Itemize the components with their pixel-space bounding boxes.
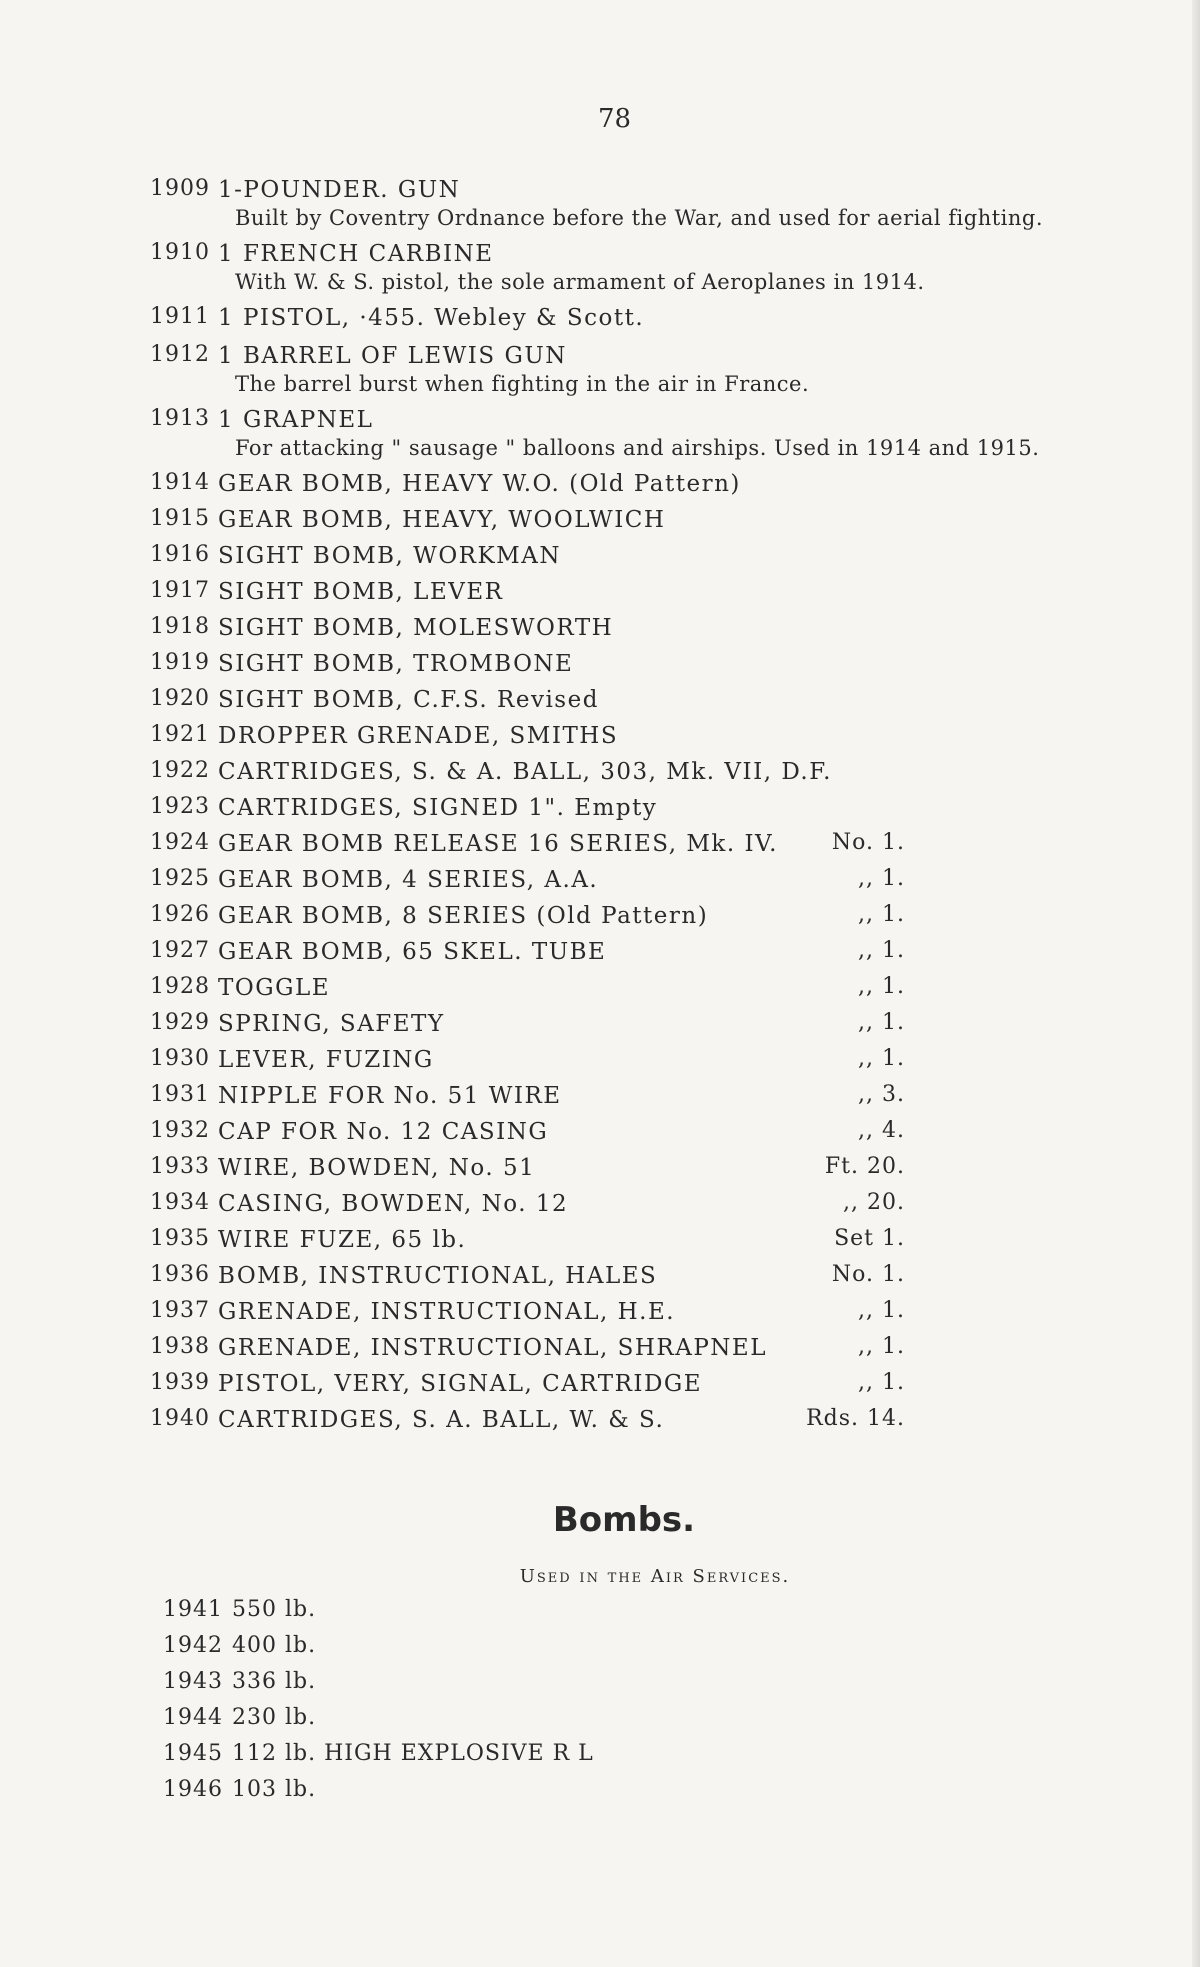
entry-title: BOMB, INSTRUCTIONAL, HALES [218,1263,658,1289]
bomb-item [0,1664,1200,1700]
entry-title: SIGHT BOMB, LEVER [218,579,504,605]
entry-title: 1 GRAPNEL [218,407,374,433]
entry-description: With W. & S. pistol, the sole armament of Aeroplanes in 1914. [235,270,925,294]
catalogue-entry [0,614,1200,643]
entry-quantity: No. 1. [831,1262,905,1287]
entry-number: 1933 [150,1154,210,1179]
entry-quantity: ,, 1. [858,1298,905,1323]
entry-title: GRENADE, INSTRUCTIONAL, SHRAPNEL [218,1335,767,1361]
entry-title: CAP FOR No. 12 CASING [218,1119,549,1145]
entry-number: 1930 [150,1046,210,1071]
entry-quantity: ,, 1. [858,974,905,999]
entry-quantity: ,, 1. [858,1370,905,1395]
entry-number: 1919 [150,650,210,675]
bomb-item [0,1736,1200,1772]
catalogue-entry [0,578,1200,607]
entry-title: LEVER, FUZING [218,1047,434,1073]
entry-number: 1931 [150,1082,210,1107]
catalogue-entry [0,1082,1200,1111]
entry-quantity: ,, 1. [858,1010,905,1035]
catalogue-entry [0,506,1200,535]
bomb-number: 1946 [163,1777,223,1802]
entry-quantity: ,, 20. [843,1190,905,1215]
entry-quantity: Set 1. [834,1226,905,1251]
entry-title: CARTRIDGES, S. A. BALL, W. & S. [218,1407,665,1433]
entry-quantity: ,, 4. [858,1118,905,1143]
catalogue-entry [0,342,1200,397]
catalogue-entry [0,240,1200,295]
entry-title: GEAR BOMB, 65 SKEL. TUBE [218,939,607,965]
bomb-item [0,1772,1200,1808]
bomb-weight: 112 lb. HIGH EXPLOSIVE R L [232,1741,594,1766]
catalogue-entry [0,722,1200,751]
entry-title: SIGHT BOMB, MOLESWORTH [218,615,614,641]
entry-number: 1920 [150,686,210,711]
entry-number: 1928 [150,974,210,999]
entry-quantity: ,, 1. [858,1046,905,1071]
entry-title: NIPPLE FOR No. 51 WIRE [218,1083,562,1109]
entry-title: WIRE, BOWDEN, No. 51 [218,1155,536,1181]
entry-title: 1 FRENCH CARBINE [218,241,494,267]
entry-title: SPRING, SAFETY [218,1011,445,1037]
entry-title: 1 PISTOL, ·455. Webley & Scott. [218,305,645,331]
catalogue-entry [0,1154,1200,1183]
entry-title: TOGGLE [218,975,331,1001]
bombs-subheading: Used in the Air Services. [519,1566,791,1587]
catalogue-entry [0,794,1200,823]
entry-title: GEAR BOMB, HEAVY, WOOLWICH [218,507,666,533]
entry-number: 1922 [150,758,210,783]
entry-number: 1939 [150,1370,210,1395]
entry-title: GEAR BOMB RELEASE 16 SERIES, Mk. IV. [218,831,778,857]
catalogue-entry [0,1010,1200,1039]
catalogue-entry [0,902,1200,931]
catalogue-entry [0,304,1200,333]
bomb-weight: 230 lb. [232,1705,317,1730]
entry-title: SIGHT BOMB, WORKMAN [218,543,561,569]
entry-number: 1917 [150,578,210,603]
entry-title: 1 BARREL OF LEWIS GUN [218,343,567,369]
entry-title: CASING, BOWDEN, No. 12 [218,1191,569,1217]
bombs-list [0,1592,1200,1808]
entry-number: 1938 [150,1334,210,1359]
entry-number: 1921 [150,722,210,747]
catalogue-entry [0,1226,1200,1255]
entry-title: 1-POUNDER. GUN [218,177,461,203]
entry-description: The barrel burst when fighting in the air in France. [235,372,810,396]
entry-number: 1924 [150,830,210,855]
entry-number: 1929 [150,1010,210,1035]
catalogue-entry [0,938,1200,967]
entry-number: 1937 [150,1298,210,1323]
entry-number: 1936 [150,1262,210,1287]
entry-number: 1914 [150,470,210,495]
bomb-weight: 400 lb. [232,1633,317,1658]
catalogue-entry [0,1370,1200,1399]
entry-description: Built by Coventry Ordnance before the War, and used for aerial fighting. [235,206,1044,230]
catalogue-entry [0,1298,1200,1327]
entry-number: 1912 [150,342,210,367]
catalogue-entry [0,830,1200,859]
entry-title: DROPPER GRENADE, SMITHS [218,723,619,749]
entry-number: 1909 [150,176,210,201]
catalogue-entries [0,176,1200,1442]
entry-number: 1916 [150,542,210,567]
bomb-number: 1945 [163,1741,223,1766]
entry-number: 1934 [150,1190,210,1215]
entry-number: 1935 [150,1226,210,1251]
entry-number: 1910 [150,240,210,265]
entry-title: GEAR BOMB, 4 SERIES, A.A. [218,867,599,893]
catalogue-entry [0,866,1200,895]
entry-title: GEAR BOMB, HEAVY W.O. (Old Pattern) [218,471,741,497]
entry-number: 1940 [150,1406,210,1431]
catalogue-entry [0,176,1200,231]
catalogue-entry [0,406,1200,461]
entry-number: 1927 [150,938,210,963]
bomb-number: 1944 [163,1705,223,1730]
bomb-number: 1942 [163,1633,223,1658]
catalogue-entry [0,1406,1200,1435]
bomb-weight: 336 lb. [232,1669,317,1694]
entry-quantity: ,, 1. [858,938,905,963]
bomb-weight: 103 lb. [232,1777,317,1802]
catalogue-entry [0,470,1200,499]
bomb-item [0,1700,1200,1736]
catalogue-entry [0,1046,1200,1075]
entry-title: GEAR BOMB, 8 SERIES (Old Pattern) [218,903,709,929]
catalogue-entry [0,1334,1200,1363]
entry-title: GRENADE, INSTRUCTIONAL, H.E. [218,1299,676,1325]
entry-number: 1932 [150,1118,210,1143]
bomb-number: 1941 [163,1597,223,1622]
entry-quantity: ,, 3. [858,1082,905,1107]
catalogue-entry [0,650,1200,679]
entry-quantity: ,, 1. [858,1334,905,1359]
catalogue-entry [0,1190,1200,1219]
bomb-item [0,1592,1200,1628]
entry-number: 1918 [150,614,210,639]
entry-title: PISTOL, VERY, SIGNAL, CARTRIDGE [218,1371,703,1397]
bomb-weight: 550 lb. [232,1597,317,1622]
entry-title: CARTRIDGES, SIGNED 1". Empty [218,795,658,821]
page-number: 78 [598,104,632,134]
entry-title: CARTRIDGES, S. & A. BALL, 303, Mk. VII, D.F. [218,759,832,785]
catalogue-entry [0,974,1200,1003]
bombs-heading: Bombs. [552,1500,696,1540]
entry-description: For attacking " sausage " balloons and airships. Used in 1914 and 1915. [235,436,1040,460]
catalogue-entry [0,758,1200,787]
entry-number: 1911 [150,304,210,329]
catalogue-entry [0,1262,1200,1291]
catalogue-entry [0,686,1200,715]
entry-quantity: ,, 1. [858,866,905,891]
entry-quantity: ,, 1. [858,902,905,927]
entry-title: WIRE FUZE, 65 lb. [218,1227,467,1253]
entry-quantity: Ft. 20. [824,1154,905,1179]
entry-number: 1925 [150,866,210,891]
catalogue-entry [0,1118,1200,1147]
entry-title: SIGHT BOMB, C.F.S. Revised [218,687,599,713]
entry-number: 1923 [150,794,210,819]
bomb-number: 1943 [163,1669,223,1694]
entry-title: SIGHT BOMB, TROMBONE [218,651,574,677]
catalogue-entry [0,542,1200,571]
entry-quantity: Rds. 14. [806,1406,905,1431]
entry-number: 1926 [150,902,210,927]
entry-number: 1913 [150,406,210,431]
bomb-item [0,1628,1200,1664]
entry-number: 1915 [150,506,210,531]
entry-quantity: No. 1. [831,830,905,855]
